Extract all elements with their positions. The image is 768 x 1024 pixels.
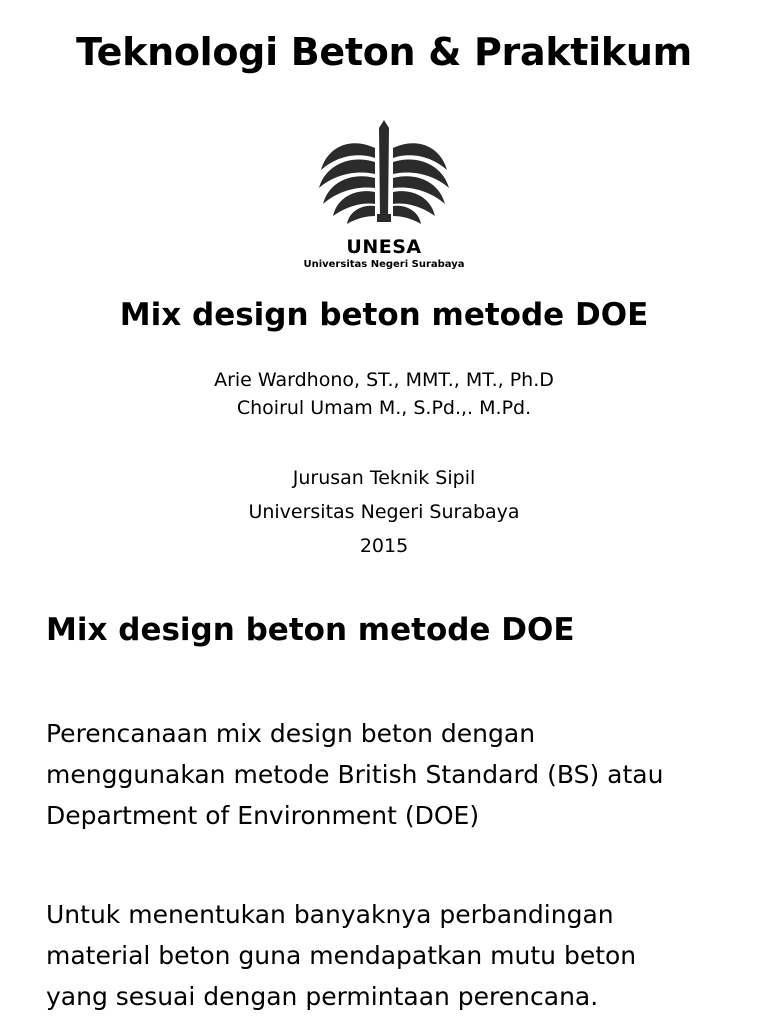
paragraph-purpose <box>46 894 746 1017</box>
author-line: Choirul Umam M., S.Pd.,. M.Pd. <box>236 397 532 419</box>
department-line: Jurusan Teknik Sipil <box>292 467 476 489</box>
slide-subtitle: Mix design beton metode DOE <box>119 297 649 333</box>
year-line: 2015 <box>359 535 409 557</box>
logo-subtext: Universitas Negeri Surabaya <box>303 259 465 270</box>
unesa-logo-icon <box>309 118 459 234</box>
logo-emblem <box>0 118 768 238</box>
paragraph-line: Perencanaan mix design beton dengan <box>46 719 536 748</box>
content-slide-title: Mix design beton metode DOE <box>46 612 575 648</box>
author-line: Arie Wardhono, ST., MMT., MT., Ph.D <box>214 369 554 391</box>
paragraph-line: material beton guna mendapatkan mutu beton <box>46 941 637 970</box>
paragraph-line: menggunakan metode British Standard (BS) atau <box>46 760 664 789</box>
university-line: Universitas Negeri Surabaya <box>248 501 520 523</box>
logo-name: UNESA <box>346 236 422 258</box>
authors-block <box>0 366 768 422</box>
slide-title: Teknologi Beton & Praktikum <box>76 30 692 74</box>
paragraph-line: Untuk menentukan banyaknya perbandingan <box>46 900 614 929</box>
affiliation-block <box>0 461 768 563</box>
content-slide <box>0 600 768 1024</box>
paragraph-definition <box>46 713 746 836</box>
paragraph-line: Department of Environment (DOE) <box>46 801 480 830</box>
paragraph-line: yang sesuai dengan permintaan perencana. <box>46 982 599 1011</box>
